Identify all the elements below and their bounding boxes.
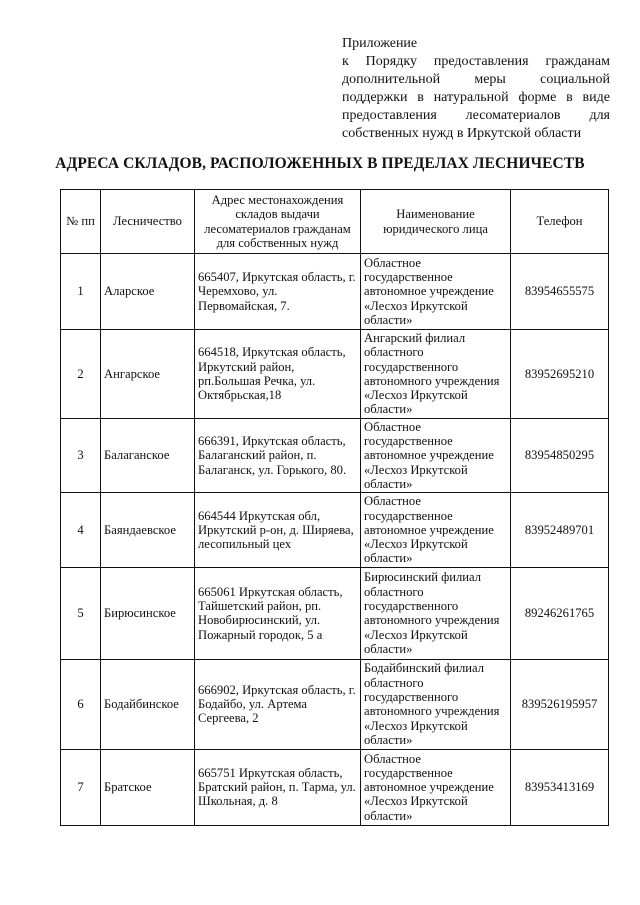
appendix-line: Приложение [342, 36, 418, 51]
appendix-line: дополнительной меры социальной [342, 72, 610, 87]
cell-phone: 839526195957 [511, 659, 609, 749]
cell-forestry: Бирюсинское [101, 567, 195, 659]
warehouses-table [60, 189, 609, 826]
cell-entity: Областное государственное автономное учреждение «Лесхоз Иркутской области» [361, 418, 511, 492]
table-header-row [61, 190, 609, 254]
cell-address: 664544 Иркутская обл, Иркутский р-он, д. Ширяева, лесопильный цех [195, 493, 361, 567]
table-row [61, 254, 609, 330]
header-no: № пп [61, 190, 101, 254]
table-row [61, 749, 609, 825]
cell-no: 1 [61, 254, 101, 330]
table-row [61, 659, 609, 749]
document-title: АДРЕСА СКЛАДОВ, РАСПОЛОЖЕННЫХ В ПРЕДЕЛАХ ЛЕСНИЧЕСТВ [55, 155, 585, 172]
cell-address: 666902, Иркутская область, г. Бодайбо, ул. Артема Сергеева, 2 [195, 659, 361, 749]
cell-forestry: Балаганское [101, 418, 195, 492]
cell-address: 664518, Иркутская область, Иркутский район, рп.Большая Речка, ул. Октябрьская,18 [195, 330, 361, 419]
cell-phone: 83952489701 [511, 493, 609, 567]
cell-forestry: Баяндаевское [101, 493, 195, 567]
cell-entity: Областное государственное автономное учреждение «Лесхоз Иркутской области» [361, 749, 511, 825]
cell-entity: Бирюсинский филиал областного государственного автономного учреждения «Лесхоз Иркутской области» [361, 567, 511, 659]
header-phone: Телефон [511, 190, 609, 254]
cell-entity: Областное государственное автономное учреждение «Лесхоз Иркутской области» [361, 254, 511, 330]
cell-forestry: Бодайбинское [101, 659, 195, 749]
table-row [61, 567, 609, 659]
cell-address: 665751 Иркутская область, Братский район, п. Тарма, ул. Школьная, д. 8 [195, 749, 361, 825]
cell-no: 4 [61, 493, 101, 567]
cell-phone: 83954655575 [511, 254, 609, 330]
cell-entity: Ангарский филиал областного государственного автономного учреждения «Лесхоз Иркутской области» [361, 330, 511, 419]
cell-address: 665407, Иркутская область, г. Черемхово, ул. Первомайская, 7. [195, 254, 361, 330]
cell-phone: 83954850295 [511, 418, 609, 492]
appendix-note [342, 35, 610, 143]
appendix-line: собственных нужд в Иркутской области [342, 126, 582, 141]
appendix-line: поддержки в натуральной форме в виде [342, 90, 610, 105]
cell-address: 665061 Иркутская область, Тайшетский район, рп. Новобирюсинский, ул. Пожарный городок, 5 а [195, 567, 361, 659]
cell-phone: 83952695210 [511, 330, 609, 419]
cell-forestry: Аларское [101, 254, 195, 330]
appendix-line: к Порядку предоставления гражданам [342, 54, 610, 69]
cell-entity: Областное государственное автономное учреждение «Лесхоз Иркутской области» [361, 493, 511, 567]
cell-phone: 83953413169 [511, 749, 609, 825]
cell-no: 5 [61, 567, 101, 659]
table-row [61, 330, 609, 419]
header-entity: Наименование юридического лица [361, 190, 511, 254]
header-forestry: Лесничество [101, 190, 195, 254]
cell-no: 2 [61, 330, 101, 419]
table-row [61, 493, 609, 567]
header-address: Адрес местонахождения складов выдачи лесоматериалов гражданам для собственных нужд [195, 190, 361, 254]
cell-forestry: Братское [101, 749, 195, 825]
cell-no: 3 [61, 418, 101, 492]
table-row [61, 418, 609, 492]
appendix-line: предоставления лесоматериалов для [342, 108, 610, 123]
cell-phone: 89246261765 [511, 567, 609, 659]
cell-address: 666391, Иркутская область, Балаганский район, п. Балаганск, ул. Горького, 80. [195, 418, 361, 492]
cell-no: 7 [61, 749, 101, 825]
cell-no: 6 [61, 659, 101, 749]
cell-entity: Бодайбинский филиал областного государственного автономного учреждения «Лесхоз Иркутской области» [361, 659, 511, 749]
cell-forestry: Ангарское [101, 330, 195, 419]
